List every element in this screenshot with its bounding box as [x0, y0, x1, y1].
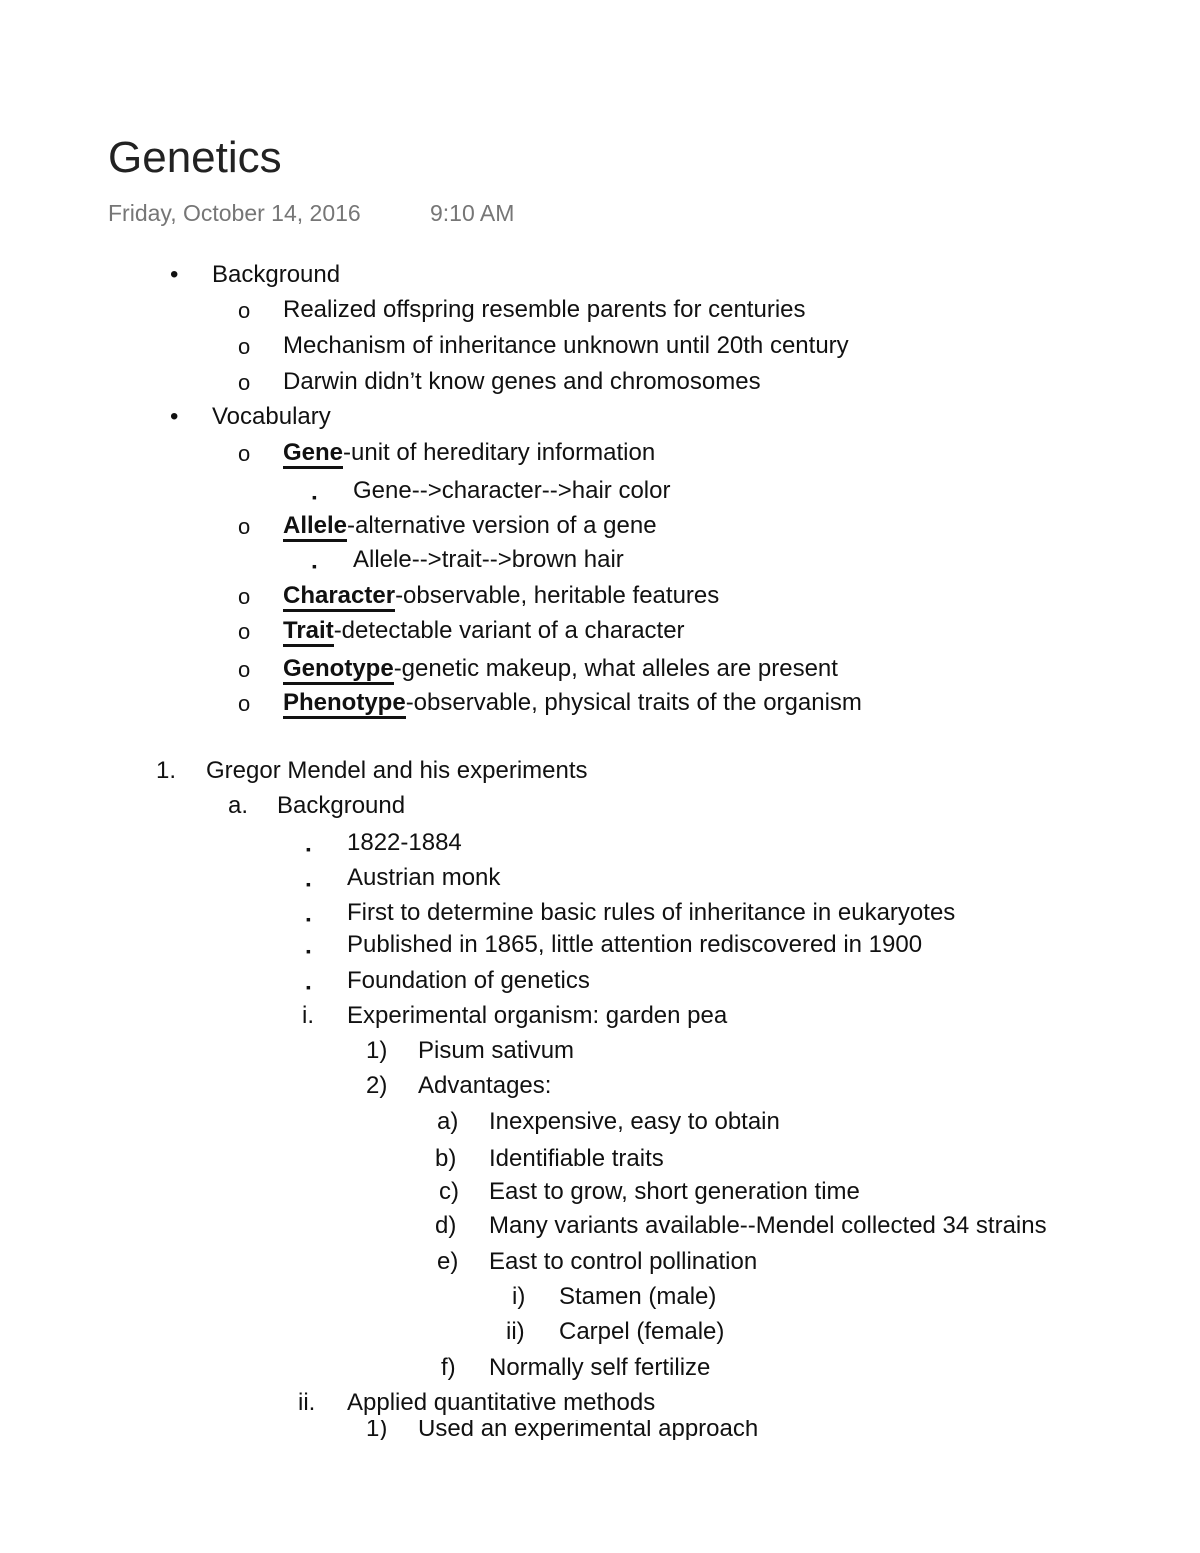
circle-bullet-icon: o [238, 334, 251, 359]
circle-bullet-icon: o [238, 298, 251, 323]
square-bullet-icon: ▪ [312, 489, 317, 505]
square-bullet-icon: ▪ [306, 979, 311, 995]
list-item-text: Inexpensive, easy to obtain [489, 1108, 780, 1135]
subsection-label: Experimental organism: garden pea [347, 1002, 728, 1029]
list-marker: a) [437, 1108, 459, 1135]
square-bullet-icon: ▪ [312, 558, 317, 574]
subsection-label: Background [277, 792, 406, 819]
list-marker: d) [435, 1212, 457, 1239]
list-marker: c) [439, 1178, 459, 1205]
section-title: Gregor Mendel and his experiments [206, 757, 588, 784]
square-bullet-icon: ▪ [306, 841, 311, 857]
square-bullet-icon: ▪ [306, 943, 311, 959]
circle-bullet-icon: o [238, 370, 251, 395]
list-item-text: Austrian monk [347, 864, 501, 891]
vocab-definition: -observable, heritable features [395, 582, 720, 609]
list-item-text: Identifiable traits [489, 1145, 664, 1172]
bullet-label: Vocabulary [212, 403, 331, 430]
vocab-definition: -unit of hereditary information [343, 439, 656, 466]
list-item-text: First to determine basic rules of inheritance in eukaryotes [347, 899, 956, 926]
bullet-icon: • [170, 261, 179, 288]
list-item-text: 1822-1884 [347, 829, 462, 856]
list-item-text: Used an experimental approach [418, 1420, 759, 1440]
subsection-label: Applied quantitative methods [347, 1389, 656, 1416]
list-item-text: East to control pollination [489, 1248, 758, 1275]
section-number: 1. [156, 757, 177, 784]
vocab-definition: -genetic makeup, what alleles are present [393, 655, 838, 682]
list-item-text: Foundation of genetics [347, 967, 590, 994]
list-marker: 1) [366, 1037, 388, 1064]
circle-bullet-icon: o [238, 657, 251, 682]
list-item-text: Realized offspring resemble parents for centuries [283, 296, 806, 323]
vocab-term: Phenotype [283, 689, 406, 719]
vocab-example-text: Allele-->trait-->brown hair [353, 546, 624, 573]
list-item-text: Normally self fertilize [489, 1354, 711, 1381]
list-marker: f) [441, 1354, 456, 1381]
list-marker: b) [435, 1145, 457, 1172]
list-item-text: Carpel (female) [559, 1318, 725, 1345]
circle-bullet-icon: o [238, 514, 251, 539]
list-marker: 1) [366, 1420, 388, 1440]
bullet-icon: • [170, 403, 179, 430]
vocab-example-text: Gene-->character-->hair color [353, 477, 671, 504]
list-marker: 2) [366, 1072, 388, 1099]
list-marker: ii. [298, 1389, 316, 1416]
list-marker: i. [302, 1002, 314, 1029]
clipped-line-region [0, 1420, 1200, 1440]
list-item-text: Published in 1865, little attention rediscovered in 1900 [347, 931, 923, 958]
note-time: 9:10 AM [430, 200, 515, 226]
circle-bullet-icon: o [238, 619, 251, 644]
list-marker: i) [512, 1283, 526, 1310]
vocab-term: Trait [283, 617, 334, 647]
circle-bullet-icon: o [238, 691, 251, 716]
list-item-text: Many variants available--Mendel collected 34 strains [489, 1212, 1047, 1239]
list-item-text: Darwin didn’t know genes and chromosomes [283, 368, 761, 395]
vocab-definition: -alternative version of a gene [347, 512, 657, 539]
vocab-term: Genotype [283, 655, 394, 685]
list-item-text: Pisum sativum [418, 1037, 575, 1064]
list-marker: a. [228, 792, 249, 819]
list-marker: e) [437, 1248, 459, 1275]
vocab-definition: -observable, physical traits of the organism [405, 689, 862, 716]
list-item-text: Stamen (male) [559, 1283, 717, 1310]
vocab-term: Gene [283, 439, 343, 469]
vocab-term: Allele [283, 512, 347, 542]
circle-bullet-icon: o [238, 584, 251, 609]
list-item-text: Mechanism of inheritance unknown until 20th century [283, 332, 849, 359]
square-bullet-icon: ▪ [306, 876, 311, 892]
vocab-definition: -detectable variant of a character [333, 617, 685, 644]
square-bullet-icon: ▪ [306, 911, 311, 927]
vocab-term: Character [283, 582, 395, 612]
list-item-text: Advantages: [418, 1072, 552, 1099]
note-date: Friday, October 14, 2016 [108, 200, 361, 226]
bullet-label: Background [212, 261, 341, 288]
list-marker: ii) [506, 1318, 525, 1345]
list-item-text: East to grow, short generation time [489, 1178, 860, 1205]
page-title: Genetics [108, 133, 282, 182]
circle-bullet-icon: o [238, 441, 251, 466]
